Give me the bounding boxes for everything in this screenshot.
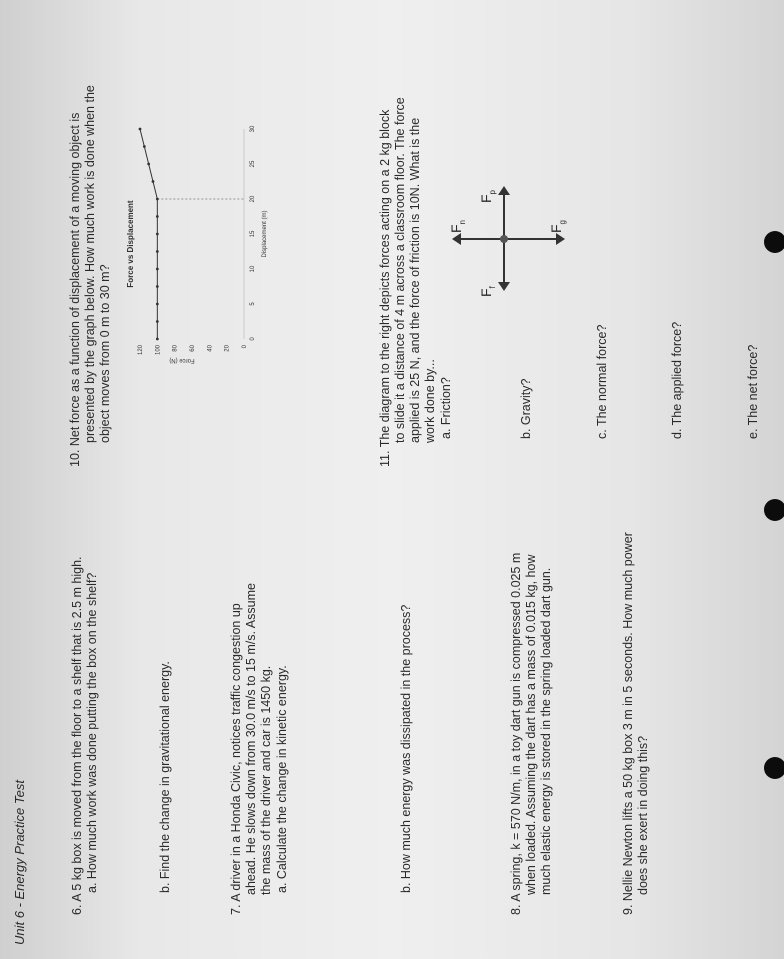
question-7-line2: ahead. He slows down from 30.0 m/s to 15 m/s. Assume bbox=[244, 583, 258, 895]
label-applied-force: $F_p$ bbox=[478, 189, 497, 203]
x-tick-label: 20 bbox=[250, 195, 256, 203]
x-tick-label: 10 bbox=[250, 265, 256, 273]
y-tick-label: 20 bbox=[224, 345, 231, 352]
x-tick-label: 5 bbox=[250, 302, 256, 306]
question-8-line3: much elastic energy is stored in the spring loaded dart gun. bbox=[539, 567, 553, 895]
binder-hole-right bbox=[764, 231, 784, 253]
gravity-force-arrow-icon bbox=[556, 233, 565, 245]
label-normal-force: $F_n$ bbox=[448, 219, 467, 233]
force-data-point bbox=[156, 250, 159, 253]
block-point bbox=[500, 235, 508, 243]
x-tick-label: 0 bbox=[250, 337, 256, 341]
force-data-point bbox=[139, 128, 142, 131]
force-data-point bbox=[143, 145, 146, 148]
binder-hole-middle bbox=[764, 499, 784, 521]
question-9-line1: 9. Nellie Newton lifts a 50 kg box 3 m in 5 seconds. How much power bbox=[621, 532, 635, 915]
label-gravity-force: $F_g$ bbox=[548, 219, 567, 233]
question-6a: a. How much work was done putting the box on the shelf? bbox=[85, 572, 99, 893]
vertical-force-axis bbox=[458, 238, 558, 240]
question-11-line3: applied is 25 N, and the force of friction is 10N. What is the bbox=[408, 117, 422, 443]
y-tick-label: 40 bbox=[207, 345, 214, 352]
question-6b: b. Find the change in gravitational energy. bbox=[158, 661, 172, 893]
question-11-line2: to slide it a distance of 4 m across a classroom floor. The force bbox=[393, 97, 407, 443]
label-friction-force: $F_f$ bbox=[478, 286, 497, 297]
force-diagram bbox=[448, 179, 578, 299]
chart-ylabel: Force (N) bbox=[169, 357, 195, 363]
question-11b: b. Gravity? bbox=[519, 378, 533, 439]
question-7a: a. Calculate the change in kinetic energy. bbox=[275, 665, 289, 893]
question-7-line1: 7. A driver in a Honda Civic, notices traffic congestion up bbox=[229, 603, 243, 915]
friction-force-arrow-icon bbox=[498, 282, 510, 291]
question-10-line3: object moves from 0 m to 30 m? bbox=[98, 264, 112, 443]
question-11a: a. Friction? bbox=[439, 377, 453, 439]
question-11e: e. The net force? bbox=[746, 344, 760, 439]
question-10-line2: presented by the graph below. How much work is done when the bbox=[83, 85, 97, 443]
x-tick-label: 25 bbox=[250, 160, 256, 168]
y-tick-label: 80 bbox=[172, 345, 179, 352]
y-tick-label: 0 bbox=[242, 345, 248, 349]
chart-xlabel: Displacement (m) bbox=[262, 210, 268, 258]
question-9-line2: does she exert in doing this? bbox=[636, 735, 650, 895]
question-8-line2: when loaded. Assuming the dart has a mass of 0.015 kg, how bbox=[524, 554, 538, 895]
binder-hole-left bbox=[764, 757, 784, 779]
question-11c: c. The normal force? bbox=[595, 324, 609, 439]
force-data-point bbox=[156, 320, 159, 323]
x-tick-label: 30 bbox=[250, 125, 256, 133]
force-data-point bbox=[156, 198, 159, 201]
force-data-point bbox=[156, 303, 159, 306]
force-data-point bbox=[147, 163, 150, 166]
question-8-line1: 8. A spring, k = 570 N/m, in a toy dart gun is compressed 0.025 m bbox=[509, 552, 523, 915]
normal-force-arrow-icon bbox=[452, 233, 461, 245]
worksheet-header: Unit 6 - Energy Practice Test bbox=[12, 780, 27, 945]
force-data-point bbox=[152, 180, 155, 183]
x-tick-label: 15 bbox=[250, 230, 256, 238]
question-10-line1: 10. Net force as a function of displacement of a moving object is bbox=[68, 112, 82, 467]
force-series-line bbox=[140, 129, 157, 339]
question-11-line1: 11. The diagram to the right depicts forces acting on a 2 kg block bbox=[378, 109, 392, 467]
force-displacement-chart bbox=[122, 119, 270, 369]
applied-force-arrow-icon bbox=[498, 186, 510, 195]
y-tick-label: 60 bbox=[190, 345, 196, 352]
force-data-point bbox=[156, 215, 159, 218]
question-6-stem: 6. A 5 kg box is moved from the floor to a shelf that is 2.5 m high. bbox=[70, 556, 84, 915]
question-7-line3: the mass of the driver and car is 1450 kg. bbox=[259, 665, 273, 895]
force-data-point bbox=[156, 268, 159, 271]
force-data-point bbox=[156, 285, 159, 288]
y-tick-label: 120 bbox=[138, 345, 144, 356]
force-data-point bbox=[156, 338, 159, 341]
question-11d: d. The applied force? bbox=[670, 321, 684, 439]
y-tick-label: 100 bbox=[155, 345, 162, 356]
chart-title: Force vs Displacement bbox=[126, 200, 135, 288]
question-11-line4: work done by... bbox=[423, 359, 437, 443]
question-7b: b. How much energy was dissipated in the process? bbox=[399, 604, 413, 893]
force-data-point bbox=[156, 233, 159, 236]
